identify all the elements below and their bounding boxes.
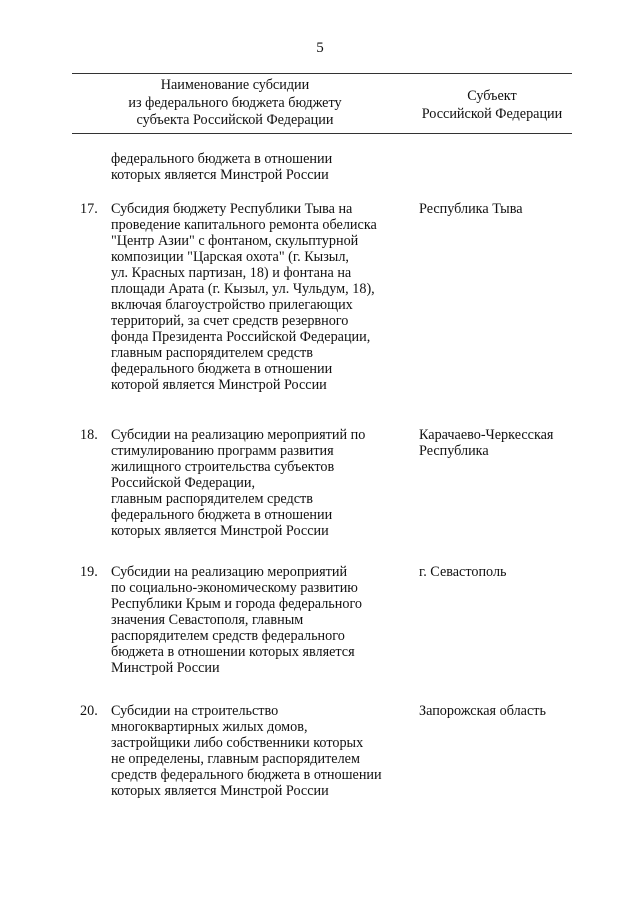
text-line: Минстрой России [111,660,220,676]
text-line: многоквартирных жилых домов, [111,719,308,735]
text-line: по социально-экономическому развитию [111,580,358,596]
text-line: главным распорядителем средств [111,491,313,507]
text-line: территорий, за счет средств резервного [111,313,349,329]
text-line: Карачаево-Черкесская [419,427,554,443]
subsidy-description [111,703,411,799]
text-line: ул. Красных партизан, 18) и фонтана на [111,265,352,281]
column-header-subsidy-name [72,77,398,130]
text-line: композиции "Царская охота" (г. Кызыл, [111,249,349,265]
text-line: федерального бюджета в отношении [111,507,333,523]
text-line: федерального бюджета в отношении [111,151,333,167]
text-line: застройщики либо собственники которых [111,735,364,751]
text-line: Республика [419,443,489,459]
text-line: которой является Минстрой России [111,377,327,393]
column-header-subject [408,88,576,123]
subsidy-description [111,427,411,539]
federation-subject [419,201,579,217]
text-line: "Центр Азии" с фонтаном, скульптурной [111,233,359,249]
text-line: Субсидии на строительство [111,703,279,719]
continued-row-text [111,151,332,183]
text-line: главным распорядителем средств [111,345,313,361]
text-line: распорядителем средств федерального [111,628,345,644]
text-line: включая благоустройство прилегающих [111,297,353,313]
text-line: значения Севастополя, главным [111,612,304,628]
row-number: 17. [80,201,98,217]
text-line: Республики Крым и города федерального [111,596,363,612]
row-number: 19. [80,564,98,580]
text-line: которых является Минстрой России [111,523,329,539]
text-line: Субсидия бюджету Республики Тыва на [111,201,353,217]
page-number: 5 [316,40,324,56]
text-line: не определены, главным распорядителем [111,751,360,767]
text-line: бюджета в отношении которых является [111,644,355,660]
header-line: Субъект [467,88,517,104]
federation-subject [419,564,579,580]
header-line: Российской Федерации [421,105,563,122]
federation-subject [419,703,579,719]
text-line: средств федерального бюджета в отношении [111,767,382,783]
text-line: проведение капитального ремонта обелиска [111,217,377,233]
table-header-bottom-rule [72,133,572,134]
text-line: Запорожская область [419,703,546,719]
header-line: субъекта Российской Федерации [136,112,334,128]
text-line: Субсидии на реализацию мероприятий по [111,427,366,443]
subsidy-description [111,564,411,676]
row-number: 20. [80,703,98,719]
text-line: Республика Тыва [419,201,523,217]
text-line: г. Севастополь [419,564,507,580]
subsidy-description [111,201,411,393]
text-line: стимулированию программ развития [111,443,334,459]
text-line: площади Арата (г. Кызыл, ул. Чульдум, 18), [111,281,375,297]
row-number: 18. [80,427,98,443]
text-line: Субсидии на реализацию мероприятий [111,564,348,580]
header-line: из федерального бюджета бюджету [128,94,342,111]
header-line: Наименование субсидии [160,77,310,93]
text-line: фонда Президента Российской Федерации, [111,329,371,345]
text-line: федерального бюджета в отношении [111,361,333,377]
text-line: которых является Минстрой России [111,167,329,183]
table-header-top-rule [72,73,572,74]
text-line: Российской Федерации, [111,475,256,491]
text-line: жилищного строительства субъектов [111,459,335,475]
text-line: которых является Минстрой России [111,783,329,799]
federation-subject [419,427,579,459]
